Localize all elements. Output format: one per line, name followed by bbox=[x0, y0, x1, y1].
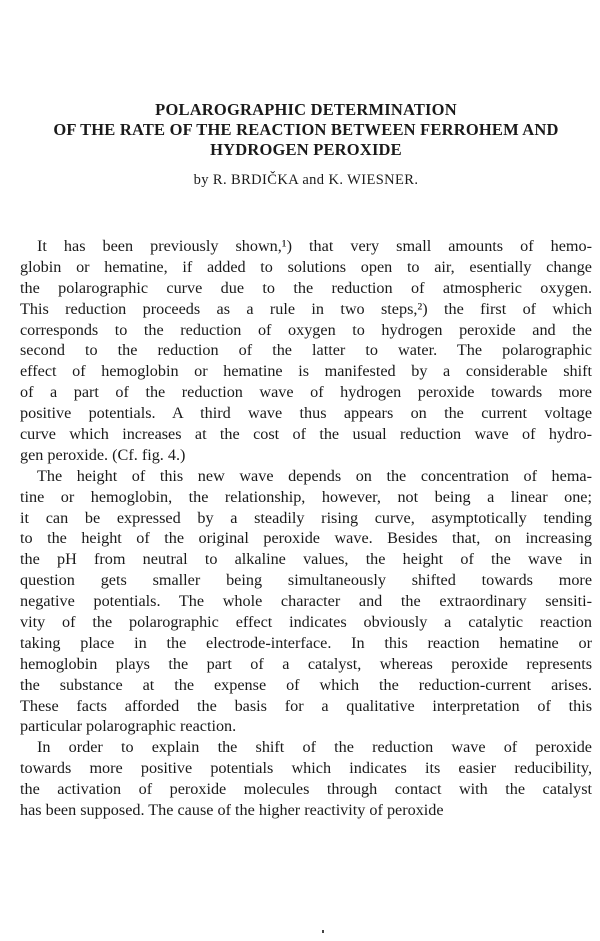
text-line: particular polarographic reaction. bbox=[20, 717, 237, 736]
text-line: In order to explain the shift of the reduction wave of peroxide bbox=[37, 738, 592, 757]
text-line: question gets smaller being simultaneously shifted towards more bbox=[20, 571, 592, 590]
text-line: effect of hemoglobin or hematine is manifested by a considerable shift bbox=[20, 362, 592, 381]
text-line: the activation of peroxide molecules through contact with the catalyst bbox=[20, 780, 592, 799]
paragraph bbox=[20, 737, 592, 821]
text-line: It has been previously shown,¹) that very small amounts of hemo- bbox=[37, 237, 592, 255]
text-line: The height of this new wave depends on the concentration of hema- bbox=[37, 466, 592, 485]
title-line: POLAROGRAPHIC DETERMINATION bbox=[155, 100, 457, 119]
article-body bbox=[20, 236, 592, 821]
article-page bbox=[20, 100, 592, 820]
paragraph bbox=[20, 466, 592, 738]
text-line: of a part of the reduction wave of hydrogen peroxide towards more bbox=[20, 383, 592, 402]
paragraph bbox=[20, 236, 592, 466]
text-line: tine or hemoglobin, the relationship, however, not being a linear one; bbox=[20, 487, 592, 506]
article-title bbox=[20, 100, 592, 160]
text-line: to the height of the original peroxide wave. Besides that, on increasing bbox=[20, 529, 592, 548]
article-authors: by R. BRDIČKA and K. WIESNER. bbox=[193, 172, 419, 188]
text-line: These facts afforded the basis for a qualitative interpretation of this bbox=[20, 696, 592, 715]
page-mark bbox=[322, 930, 324, 933]
text-line: This reduction proceeds as a rule in two steps,²) the first of which bbox=[20, 299, 592, 318]
text-line: it can be expressed by a steadily rising curve, asymptotically tending bbox=[20, 508, 592, 527]
text-line: vity of the polarographic effect indicates obviously a catalytic reaction bbox=[20, 613, 592, 632]
text-line: has been supposed. The cause of the higher reactivity of peroxide bbox=[20, 801, 444, 820]
text-line: the polarographic curve due to the reduction of atmospheric oxygen. bbox=[20, 278, 592, 297]
text-line: second to the reduction of the latter to water. The polarographic bbox=[20, 341, 592, 360]
text-line: negative potentials. The whole character and the extraordinary sensiti- bbox=[20, 592, 592, 611]
text-line: positive potentials. A third wave thus appears on the current voltage bbox=[20, 404, 592, 423]
title-line: OF THE RATE OF THE REACTION BETWEEN FERROHEM AND bbox=[53, 120, 559, 139]
text-line: taking place in the electrode-interface. In this reaction hematine or bbox=[20, 633, 592, 652]
text-line: the pH from neutral to alkaline values, the height of the wave in bbox=[20, 550, 592, 569]
text-line: curve which increases at the cost of the usual reduction wave of hydro- bbox=[20, 425, 592, 444]
text-line: towards more positive potentials which indicates its easier reducibility, bbox=[20, 759, 592, 778]
title-line: HYDROGEN PEROXIDE bbox=[210, 140, 402, 159]
text-line: the substance at the expense of which the reduction-current arises. bbox=[20, 675, 592, 694]
text-line: gen peroxide. (Cf. fig. 4.) bbox=[20, 445, 186, 464]
text-line: corresponds to the reduction of oxygen to hydrogen peroxide and the bbox=[20, 320, 592, 339]
text-line: hemoglobin plays the part of a catalyst, whereas peroxide represents bbox=[20, 654, 592, 673]
text-line: globin or hematine, if added to solutions open to air, esentially change bbox=[20, 257, 592, 276]
